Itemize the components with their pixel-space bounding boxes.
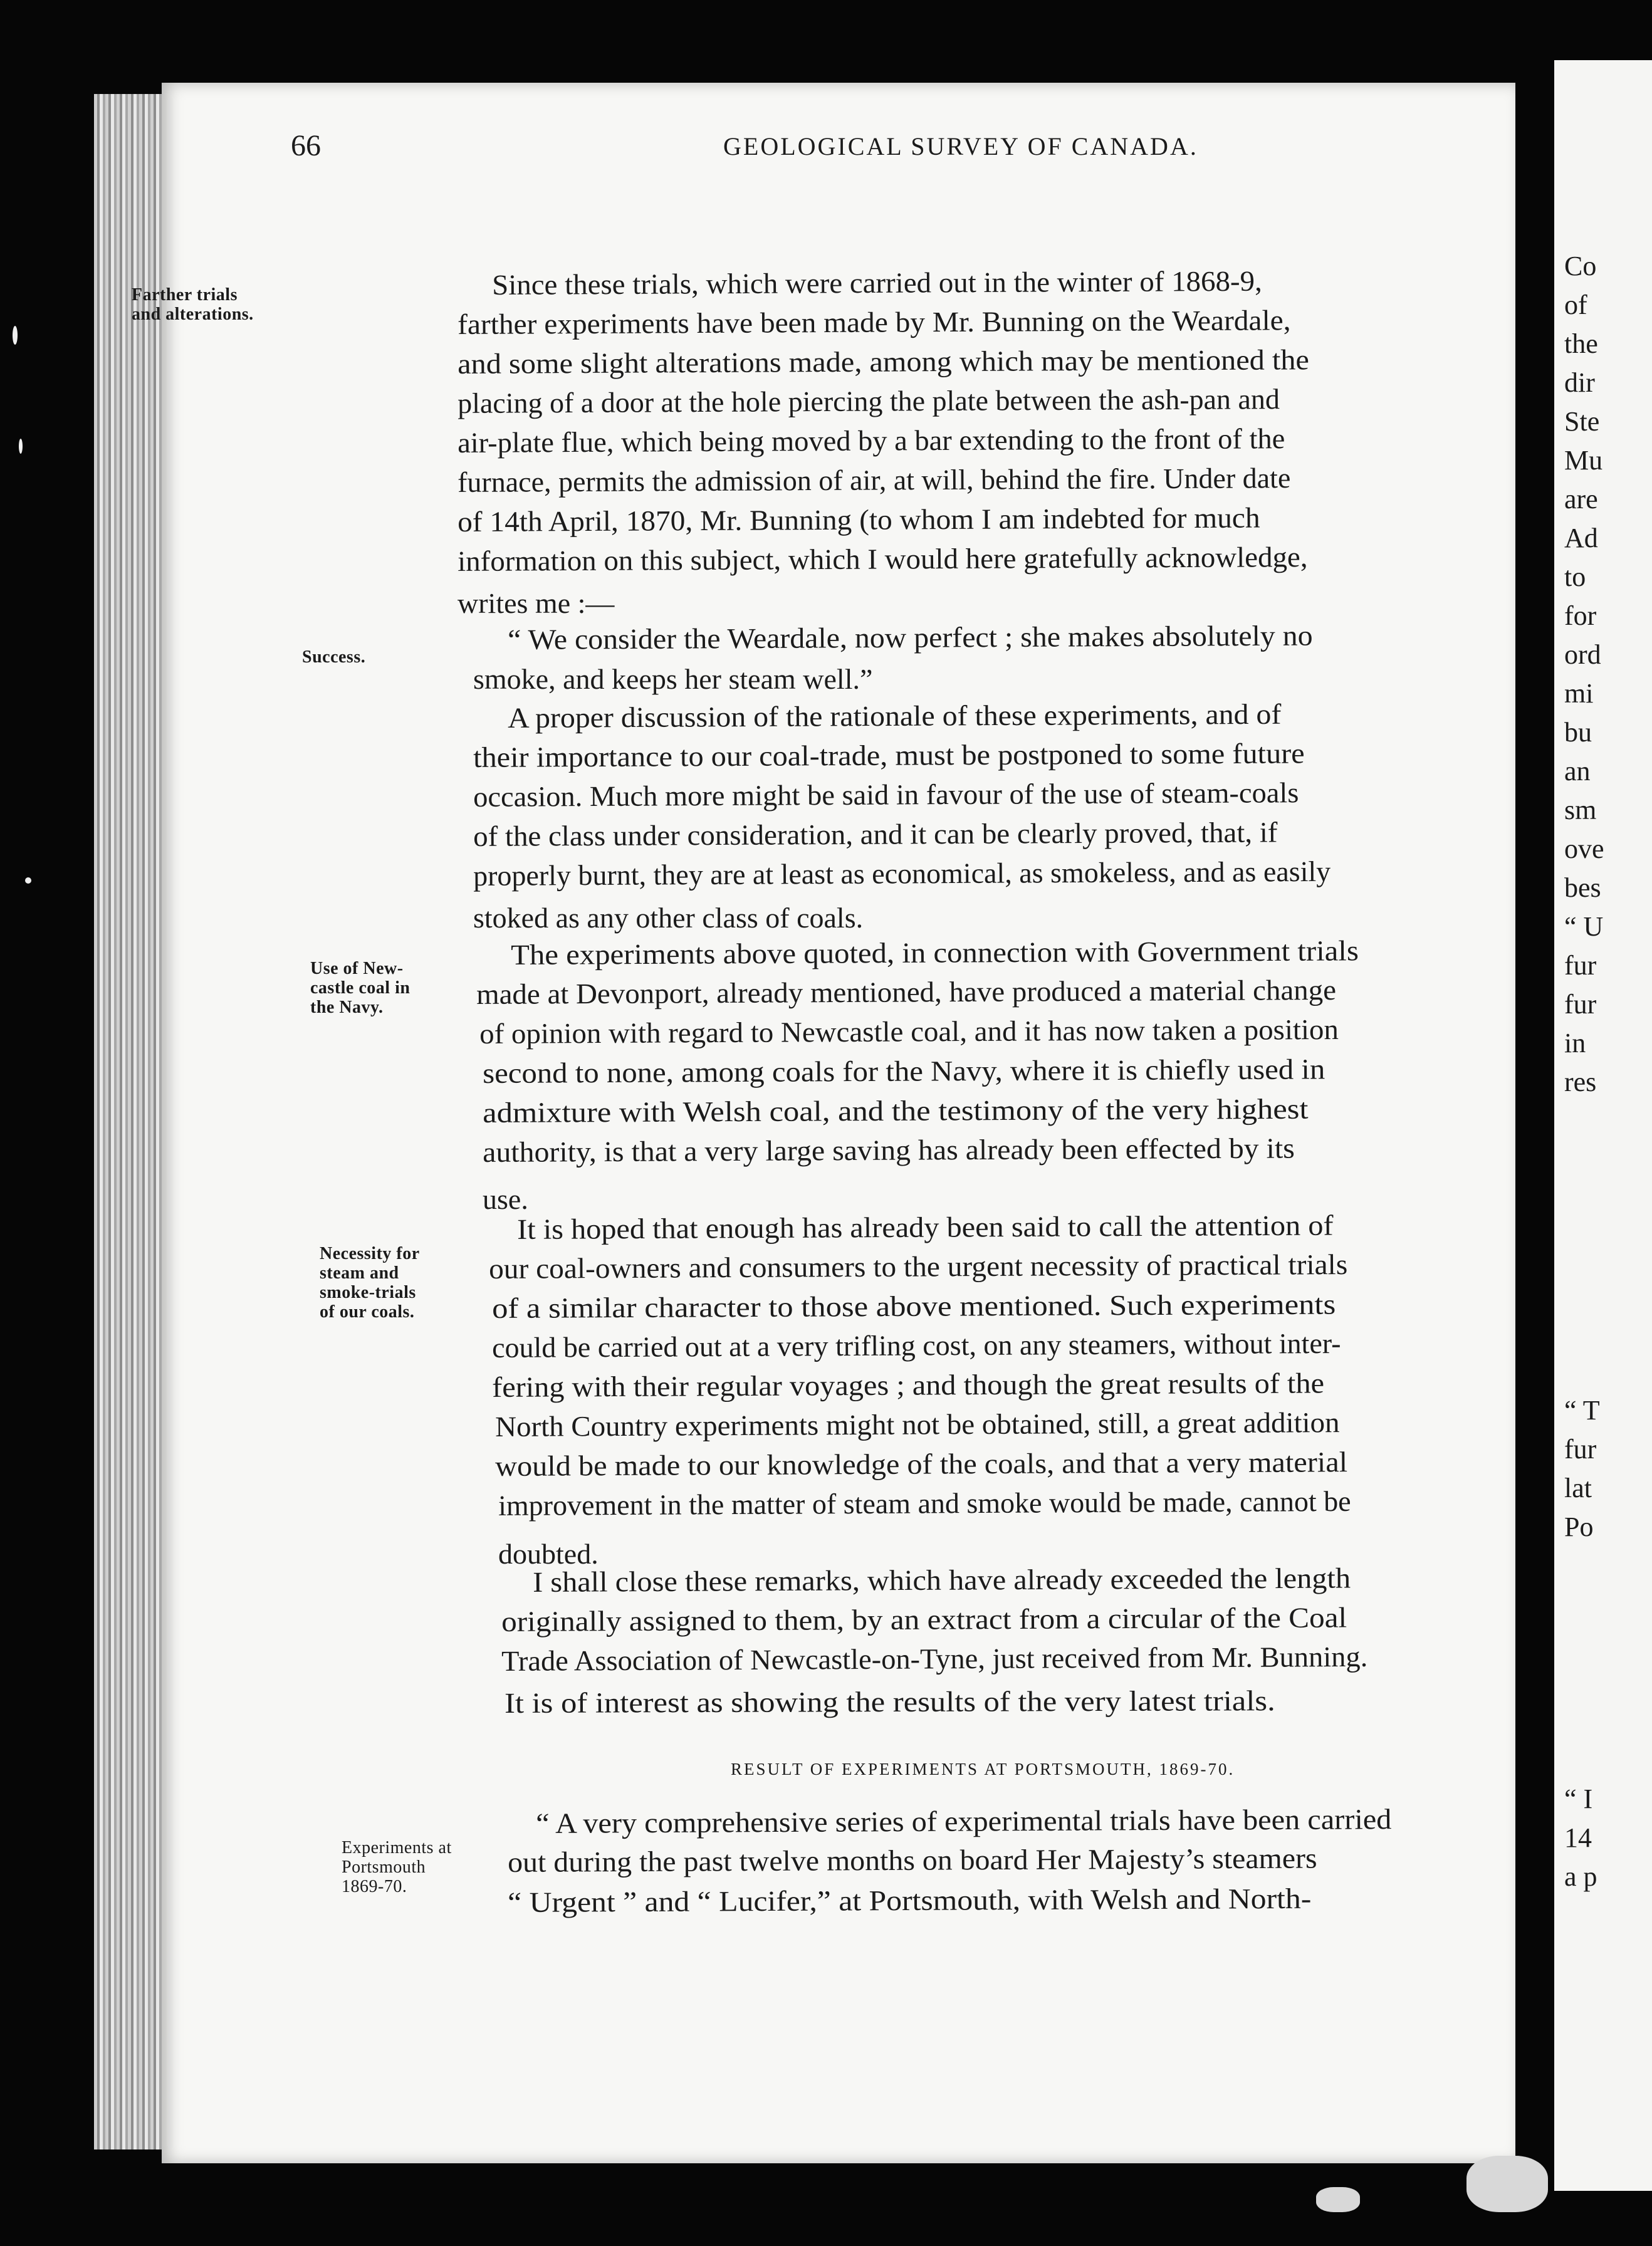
body-line: second to none, among coals for the Navy, where it is chiefly used in — [483, 1053, 1325, 1089]
facing-fragment: sm — [1564, 795, 1597, 825]
facing-fragment: to — [1564, 562, 1586, 592]
body-line: of 14th April, 1870, Mr. Bunning (to whom I am indebted for much — [457, 501, 1260, 538]
margin-note-farther-trials — [132, 285, 457, 324]
body-line: out during the past twelve months on board Her Majesty’s steamers — [508, 1842, 1317, 1878]
facing-fragment: mi — [1564, 678, 1594, 709]
body-line: I shall close these remarks, which have already exceeded the length — [533, 1562, 1351, 1598]
body-line: and some slight alterations made, among which may be mentioned the — [457, 343, 1310, 380]
body-line: improvement in the matter of steam and smoke would be made, cannot be — [498, 1485, 1351, 1522]
running-title: GEOLOGICAL SURVEY OF CANADA. — [723, 132, 1198, 160]
scan-speck — [19, 439, 23, 454]
margin-note-line: Necessity for — [320, 1244, 420, 1263]
body-line: placing of a door at the hole piercing the plate between the ash-pan and — [457, 383, 1280, 419]
facing-fragment: bes — [1564, 872, 1601, 903]
facing-fragment: are — [1564, 484, 1598, 514]
scan-speck — [25, 877, 31, 884]
margin-note-line: steam and — [320, 1263, 399, 1283]
facing-fragment: “ T — [1564, 1395, 1600, 1426]
margin-note-line: 1869-70. — [342, 1877, 407, 1896]
body-line: use. — [483, 1183, 528, 1215]
page-number: 66 — [291, 129, 321, 162]
body-line: It is of interest as showing the results of the very latest trials. — [504, 1684, 1275, 1719]
body-line: air-plate flue, which being moved by a bar extending to the front of the — [457, 422, 1285, 459]
body-line: of opinion with regard to Newcastle coal, and it has now taken a position — [479, 1013, 1339, 1050]
body-line: made at Devonport, already mentioned, have produced a material change — [476, 973, 1337, 1010]
margin-note-line: Experiments at — [342, 1838, 452, 1857]
section-heading: RESULT OF EXPERIMENTS AT PORTSMOUTH, 1869-70. — [731, 1760, 1235, 1779]
facing-fragment: Po — [1564, 1512, 1594, 1542]
body-line: farther experiments have been made by Mr. Bunning on the Weardale, — [457, 304, 1291, 340]
facing-fragment: bu — [1564, 717, 1592, 748]
facing-fragment: Mu — [1564, 445, 1603, 476]
facing-fragment: Co — [1564, 251, 1597, 281]
margin-note-line: Farther trials — [132, 285, 238, 305]
body-line: A proper discussion of the rationale of these experiments, and of — [508, 697, 1282, 734]
body-line: of the class under consideration, and it can be clearly proved, that, if — [473, 816, 1278, 852]
facing-fragment: “ U — [1564, 911, 1604, 942]
body-line: “ A very comprehensive series of experimental trials have been carried — [536, 1803, 1392, 1839]
body-line: information on this subject, which I would here gratefully acknowledge, — [457, 541, 1308, 577]
scan-blot — [1316, 2187, 1360, 2212]
body-line: properly burnt, they are at least as economical, as smokeless, and as easily — [473, 855, 1331, 892]
margin-note-line: Portsmouth — [342, 1857, 426, 1877]
scan-book-edge — [94, 94, 163, 2149]
body-line: admixture with Welsh coal, and the testimony of the very highest — [483, 1092, 1309, 1129]
body-line: “ Urgent ” and “ Lucifer,” at Portsmouth, with Welsh and North- — [508, 1882, 1312, 1918]
body-line: originally assigned to them, by an extract from a circular of the Coal — [501, 1601, 1347, 1637]
body-line: authority, is that a very large saving has already been effected by its — [483, 1132, 1295, 1168]
body-line: could be carried out at a very trifling cost, on any steamers, without inter- — [492, 1327, 1341, 1364]
body-line: of a similar character to those above mentioned. Such experiments — [492, 1288, 1336, 1324]
facing-fragment: an — [1564, 756, 1591, 786]
body-line: furnace, permits the admission of air, at will, behind the fire. Under date — [457, 462, 1291, 498]
facing-fragment: of — [1564, 290, 1587, 320]
facing-fragment: fur — [1564, 950, 1597, 981]
body-line: Since these trials, which were carried out in the winter of 1868-9, — [492, 264, 1262, 301]
facing-fragment: dir — [1564, 367, 1595, 398]
facing-fragment: fur — [1564, 989, 1597, 1020]
body-line: their importance to our coal-trade, must be postponed to some future — [473, 737, 1305, 773]
facing-fragment: res — [1564, 1067, 1597, 1097]
body-line: The experiments above quoted, in connection with Government trials — [511, 934, 1359, 971]
margin-note-line: castle coal in — [310, 978, 410, 998]
scan-blot — [1466, 2156, 1548, 2212]
margin-note-line: Success. — [302, 647, 366, 667]
facing-fragment: in — [1564, 1028, 1586, 1058]
facing-fragment: Ste — [1564, 406, 1600, 437]
facing-fragment: Ad — [1564, 523, 1598, 553]
body-line: North Country experiments might not be obtained, still, a great addition — [495, 1406, 1340, 1443]
margin-note-line: of our coals. — [320, 1302, 415, 1322]
facing-fragment: ord — [1564, 639, 1601, 670]
facing-fragment: the — [1564, 328, 1598, 359]
body-line: stoked as any other class of coals. — [473, 902, 864, 934]
facing-fragment: lat — [1564, 1473, 1592, 1503]
margin-note-line: Use of New- — [310, 959, 404, 978]
facing-fragment: for — [1564, 600, 1597, 631]
body-line: smoke, and keeps her steam well.” — [473, 663, 873, 695]
body-line: It is hoped that enough has already been said to call the attention of — [517, 1209, 1334, 1245]
margin-note-line: the Navy. — [310, 998, 384, 1017]
margin-note-line: smoke-trials — [320, 1283, 416, 1302]
facing-fragment: ove — [1564, 833, 1604, 864]
facing-fragment: “ I — [1564, 1784, 1593, 1814]
body-line: doubted. — [498, 1538, 599, 1570]
facing-page-edge — [1554, 60, 1652, 2191]
body-line: fering with their regular voyages ; and though the great results of the — [492, 1367, 1325, 1403]
body-line: writes me :— — [457, 587, 615, 619]
body-line: “ We consider the Weardale, now perfect ; she makes absolutely no — [508, 619, 1313, 656]
body-line: occasion. Much more might be said in favour of the use of steam-coals — [473, 776, 1299, 813]
facing-fragment: 14 — [1564, 1822, 1592, 1853]
body-line: Trade Association of Newcastle-on-Tyne, just received from Mr. Bunning. — [501, 1640, 1368, 1677]
facing-fragment: a p — [1564, 1861, 1597, 1892]
margin-note-line: and alterations. — [132, 305, 254, 324]
scan-speck — [13, 326, 18, 345]
body-line: our coal-owners and consumers to the urgent necessity of practical trials — [489, 1248, 1348, 1285]
facing-fragment: fur — [1564, 1434, 1597, 1465]
body-line: would be made to our knowledge of the coals, and that a very material — [495, 1446, 1348, 1482]
